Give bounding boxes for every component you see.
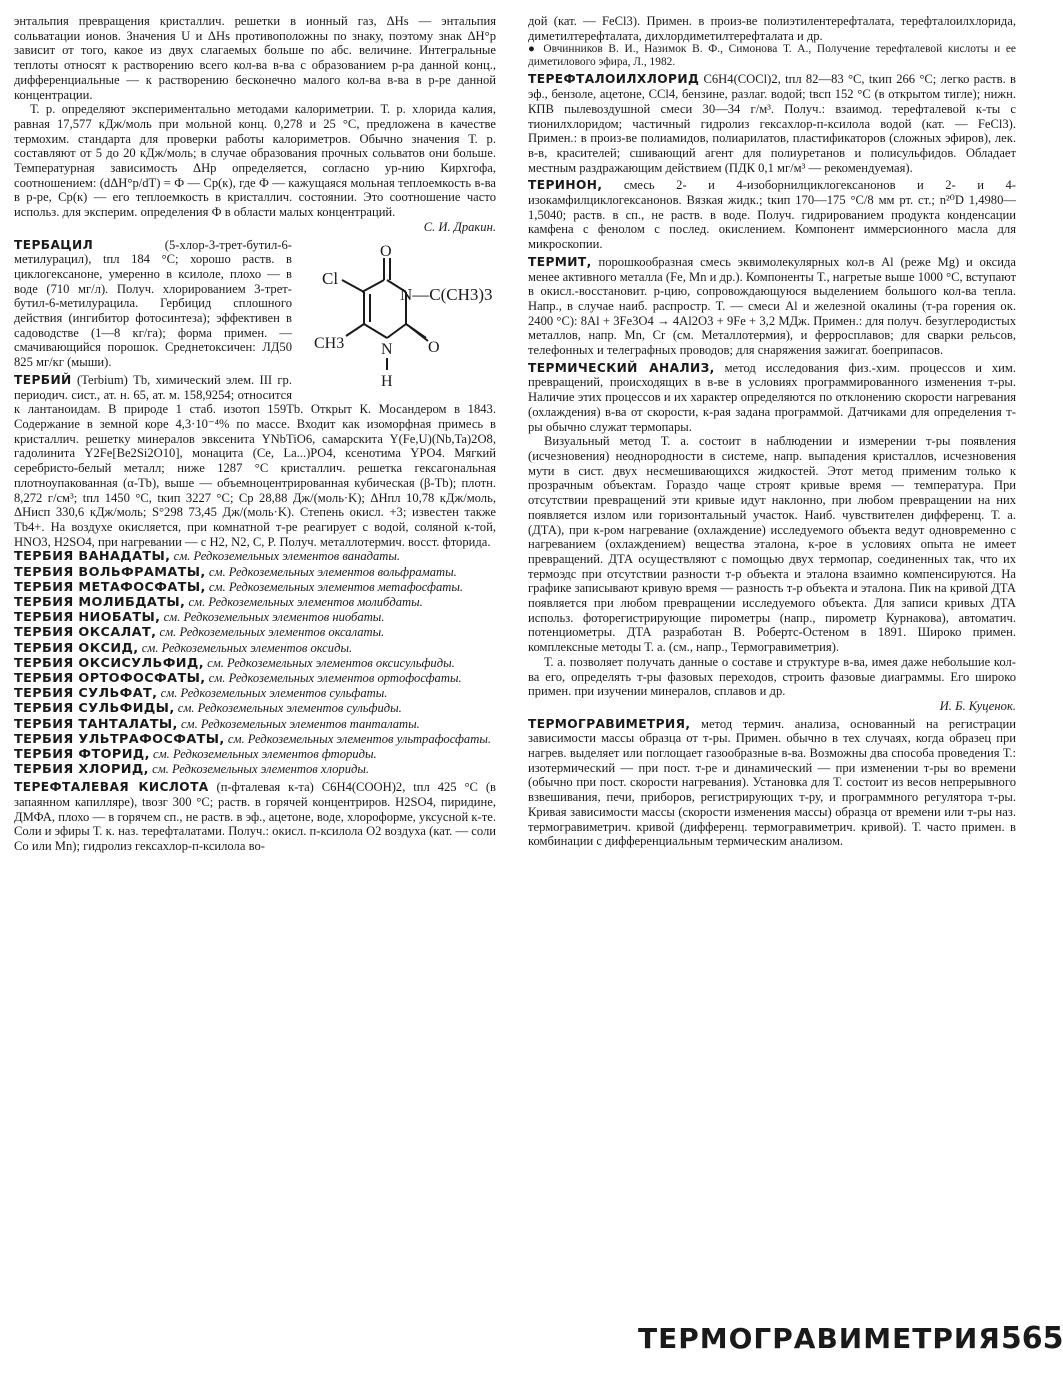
- cross-reference-target[interactable]: см. Редкоземельных элементов фториды.: [153, 746, 377, 761]
- cross-reference-title: ТЕРБИЯ ОРТОФОСФАТЫ,: [14, 670, 206, 686]
- methyl-group-label: CH3: [314, 334, 345, 352]
- cross-reference: [14, 565, 496, 580]
- cross-reference-target[interactable]: см. Редкоземельных элементов танталаты.: [180, 716, 420, 731]
- carbonyl-o-right-label: O: [428, 338, 440, 356]
- cross-reference-title: ТЕРБИЯ УЛЬТРАФОСФАТЫ,: [14, 731, 225, 747]
- entry-text-terinon: смесь 2- и 4-изоборнилциклогексанонов и 2- и 4-изокамфилциклогексанонов. Вязкая жидк.; tкип 170—175 °С/8 мм рт. ст.; n²⁰D 1,4980—1,5040; раств. в сп., не раств. в воде. Получ. гидрированием продукта конденсации камфена с фенолом с послед. окислением. Компонент иммерсионного масла для микроскопии.: [528, 178, 1016, 252]
- entry-text-terephthalic-acid-continued: дой (кат. — FeCl3). Примен. в произ-ве полиэтилентерефталата, терефталоилхлорида, диметилтерефталата, дихлордиметилтерефталата и др.: [528, 14, 1016, 43]
- cross-reference-target[interactable]: см. Редкоземельных элементов ванадаты.: [173, 549, 401, 564]
- cross-reference-title: ТЕРБИЯ ВОЛЬФРАМАТЫ,: [14, 564, 206, 580]
- cross-reference-title: ТЕРБИЯ ОКСИСУЛЬФИД,: [14, 655, 204, 671]
- page-footer: [638, 1321, 1063, 1367]
- cross-reference: [14, 686, 496, 701]
- cross-reference: [14, 671, 496, 686]
- entry-title-thermogravimetry: ТЕРМОГРАВИМЕТРИЯ,: [528, 716, 691, 731]
- ring-n-label: N: [381, 340, 393, 358]
- entry-title-terephthaloyl-chloride: ТЕРЕФТАЛОИЛХЛОРИД: [528, 72, 700, 87]
- left-column: [14, 14, 496, 854]
- cross-reference-target[interactable]: см. Редкоземельных элементов ортофосфаты.: [208, 670, 462, 685]
- cross-reference: [14, 656, 496, 671]
- cross-reference-title: ТЕРБИЯ ХЛОРИД,: [14, 762, 149, 778]
- entry-thermogravimetry: [528, 717, 1016, 849]
- page-number: 565: [1000, 1321, 1063, 1356]
- cross-reference-target[interactable]: см. Редкоземельных элементов ниобаты.: [163, 610, 385, 625]
- cross-reference-target[interactable]: см. Редкоземельных элементов ультрафосфаты.: [227, 731, 492, 746]
- cross-reference-title: ТЕРБИЯ МЕТАФОСФАТЫ,: [14, 579, 206, 595]
- entry-text-terephthaloyl-chloride: C6H4(COCl)2, tпл 82—83 °С, tкип 266 °С; легко раств. в эф., бензоле, ацетоне, CCl4, бензине, разлаг. водой; tвсп 152 °С (в открытом тигле); нижн. КПВ пылевоздушной смеси 30—34 г/м³. Получ.: взаимод. терефталевой к-ты с тионилхлоридом; частичный гидролиз гексахлор-п-ксилола водой (кат. — FeCl3). Примен.: в произ-ве полиамидов, полиарилатов, пластификаторов (сложных эфиров), лек. в-в, красителей; сшивающий агент для полиуретанов и полисульфидов. Обладает местным раздражающим действием (ПДК 0,1 мг/м³ — рекомендуемая).: [528, 72, 1016, 175]
- cross-reference-title: ТЕРБИЯ НИОБАТЫ,: [14, 610, 161, 626]
- cross-reference: [14, 762, 496, 777]
- cross-reference-target[interactable]: см. Редкоземельных элементов вольфраматы.: [208, 564, 457, 579]
- cl-atom-label: Cl: [322, 268, 339, 288]
- entry-text-thermogravimetry: метод термич. анализа, основанный на регистрации зависимости массы образца от т-ры. Примен. обычно в тех случаях, когда образец при нагрев. выделяет или поглощает газообразные в-ва. Возможны два способа проведения Т.: изотермический — при пост. т-ре и динамический — при изменении т-ры во времени (обычно при пост. скорости нагревания). Установка для Т. состоит из весов непрерывного взвешивания, печи, приборов, регистрирующих т-ру, и программного регулятора т-ры. Кривая зависимости массы (скорости изменения массы) образца от времени или т-ры наз. термогравиметрич. кривой (дифференц. термогравиметрич. кривой). Т. часто примен. в комбинации с дифференциальным термическим анализом.: [528, 716, 1016, 849]
- dissolution-heat-measurement-text: Т. р. определяют экспериментально методами калориметрии. Т. р. хлорида калия, равная 17,577 кДж/моль при мольной конц. 0,278 и 25 °С, предложена в качестве термохим. стандарта для проверки работы калориметров. Обычно значения Т. р. составляют от 5 до 20 кДж/моль; в случае образования прочных сольватов они больше. Температурная зависимость ΔHр определяется, согласно ур-нию Кирхгофа, соотношением: (dΔH°р/dT) = Ф — Cp(к), где Ф — кажущаяся мольная теплоемкость в-ва в р-ре, Cp(к) — его теплоемкость в кристаллич. состоянии. Это соотношение часто использ. для эксперим. определения Ф в области малых концентраций.: [14, 102, 496, 220]
- thermal-analysis-applications-text: Т. а. позволяет получать данные о составе и структуре в-ва, имея даже небольшие кол-ва его, определять т-ры фазовых переходов, строить фазовые диаграммы. Его широко примен. при изучении минералов, сплавов и др.: [528, 654, 1016, 699]
- right-column: [528, 14, 1016, 849]
- cross-reference: [14, 610, 496, 625]
- author-signature: С. И. Дракин.: [423, 219, 496, 234]
- carbonyl-o-top-label: O: [380, 242, 392, 260]
- cross-reference-target[interactable]: см. Редкоземельных элементов сульфиды.: [177, 701, 402, 716]
- cross-reference-title: ТЕРБИЯ ОКСИД,: [14, 640, 139, 656]
- running-head: ТЕРМОГРАВИМЕТРИЯ: [638, 1322, 1001, 1355]
- cross-reference-title: ТЕРБИЯ ВАНАДАТЫ,: [14, 549, 171, 565]
- entry-text-thermite: порошкообразная смесь эквимолекулярных кол-в Al (реже Mg) и оксида менее активного металла (Fe, Mn и др.). Компоненты Т., нагретые выше 1000 °С, вступают в окисл.-восстановит. р-цию, сопровождающуюся выделением большого кол-ва тепла. Напр., в случае наиб. распростр. Т. — смеси Al и железной окалины (т-ра горения ок. 2400 °С): 8Al + 3Fe3O4 → 4Al2O3 + 9Fe + 3,2 МДж. Примен.: для получ. безуглеродистых металлов, напр. Mn, Cr (см. Металлотермия), и ферросплавов; для сварки рельсов, телефонных и телеграфных проводов; для снаряжения зажигат. боеприпасов.: [528, 254, 1016, 358]
- cross-reference: [14, 625, 496, 640]
- cross-reference-target[interactable]: см. Редкоземельных элементов оксалаты.: [159, 625, 385, 640]
- nh-hydrogen-label: H: [381, 372, 393, 390]
- cross-reference-target[interactable]: см. Редкоземельных элементов оксисульфиды.: [207, 655, 455, 670]
- cross-reference-title: ТЕРБИЯ ТАНТАЛАТЫ,: [14, 716, 178, 732]
- entry-terinon: [528, 178, 1016, 252]
- terbacil-structural-formula: [300, 244, 496, 392]
- entry-terephthalic-acid: [14, 780, 496, 854]
- cross-reference: [14, 701, 496, 716]
- entry-title-thermite: ТЕРМИТ,: [528, 254, 592, 269]
- thermal-analysis-methods-text: Визуальный метод Т. а. состоит в наблюдении и измерении т-ры появления (исчезновения) неоднородности в системе, напр. выпадения кристаллов, исчезновения мути в сист. двух несмешивающихся жидкостей. Этот метод применим только к прозрачным объектам. Гораздо чаще строят кривые время — температура. При отсутствии превращений эти кривые идут наклонно, при любом превращении на них появляется излом или горизонтальный участок. Наиб. чувствителен дифференц. Т. а. (ДТА), при к-ром нагревание (охлаждение) исследуемого объекта ведут одновременно с нагреванием (охлаждением) вещества эталона, к-рое в условиях опыта не имеет превращений. ДТА осуществляют с помощью двух термопар, соединенных так, что их термоэдс при отсутствии разности т-р объекта и эталона взаимно компенсируются. На графике записывают кривую время — разность т-р объекта и эталона. Пик на кривой ДТА появляется при любом превращении исследуемого объекта. Для записи кривых ДТА использ. фоторегистрирующие пирометры (напр., пирометр Курнакова), автоматич. потенциометры. ДТА разработан В. Робертс-Остеном в 1891. Широко примен. комплексные методы Т. а. (см., напр., Термогравиметрия).: [528, 434, 1016, 655]
- cross-reference: [14, 641, 496, 656]
- entry-terbium: [14, 373, 496, 549]
- cross-reference-target[interactable]: см. Редкоземельных элементов молибдаты.: [188, 594, 423, 609]
- literature-reference: [528, 43, 1016, 69]
- cross-reference-target[interactable]: см. Редкоземельных элементов оксиды.: [141, 640, 353, 655]
- n-tert-butyl-label: N—C(CH3)3: [400, 284, 493, 304]
- cross-reference: [14, 717, 496, 732]
- entry-text-terbium: (Terbium) Tb, химический элем. III гр. периодич. сист., ат. н. 65, ат. м. 158,9254; относится к лантаноидам. В природе 1 стаб. изотоп 159Tb. Открыт К. Мосандером в 1843. Содержание в земной коре 4,3·10⁻⁴% по массе. Входит как изоморфная примесь в кристаллич. решетку минералов эвксенита YNbTiO6, самарскита Y(Fe,U)(Nb,Ta)2O8, гадолинита Y2Fe[Be2Si2O10], монацита (Ce, La...)PO4, ксенотима YPO4. Мягкий серебристо-белый металл; ниже 1287 °С кристаллич. решетка гексагональная плотноупакованная (α-Tb), выше — объемноцентрированная кубическая (β-Tb); плотн. 8,272 г/см³; tпл 1450 °С, tкип 3227 °С; Cp 28,88 Дж/(моль·K); ΔHпл 10,78 кДж/моль, ΔHисп 330,6 кДж/моль; S°298 73,45 Дж/(моль·K). Степень окисл. +3; известен также Tb4+. На воздухе окисляется, при комнатной т-ре реагирует с водой, соляной к-той, HNO3, H2SO4, при нагревании — с H2, N2, C, P. Получ. металлотермич. восст. фторида.: [14, 372, 496, 549]
- cross-reference-target[interactable]: см. Редкоземельных элементов хлориды.: [152, 762, 370, 777]
- cross-reference-title: ТЕРБИЯ СУЛЬФИДЫ,: [14, 701, 175, 717]
- cross-reference-title: ТЕРБИЯ ФТОРИД,: [14, 746, 150, 762]
- cross-reference-title: ТЕРБИЯ СУЛЬФАТ,: [14, 686, 158, 702]
- cross-reference: [14, 595, 496, 610]
- entry-text-thermal-analysis: метод исследования физ.-хим. процессов и хим. превращений, происходящих в в-ве в условиях программированного изменения т-ры. Наличие этих процессов и их характер определяются по отклонению скорости нагревания (охлаждения) в-ва от скорости, к-рая задана программой. Датчиками для определения т-ры обычно служат термопары.: [528, 360, 1016, 434]
- entry-text-terbacil: (5-хлор-3-трет-бутил-6-метилурацил), tпл 184 °С; хорошо раств. в циклогексаноне, умеренно в ксилоле, плохо — в воде (710 мг/л). Получ. хлорированием 3-трет-бутил-6-метилурацила. Гербицид сплошного действия (ингибитор фотосинтеза); эффективен в садоводстве (1—8 кг/га); форма примен. — смачивающийся порошок. Среднетоксичен: ЛД50 825 мг/кг (мыши).: [14, 237, 292, 370]
- entry-thermal-analysis: [528, 361, 1016, 714]
- entry-title-terinon: ТЕРИНОН,: [528, 178, 603, 193]
- cross-reference-title: ТЕРБИЯ МОЛИБДАТЫ,: [14, 594, 186, 610]
- author-signature: И. Б. Куценок.: [939, 698, 1016, 713]
- entry-terephthaloyl-chloride: [528, 72, 1016, 175]
- dissolution-heat-text: энтальпия превращения кристаллич. решетки в ионный газ, ΔHs — энтальпия сольватации ионов. Значения U и ΔHs противоположны по знаку, поэтому знак ΔH°р зависит от того, какое из двух слагаемых больше по абс. величине. Интегральные теплоты относят к растворению всего кол-ва в-ва с образованием р-ра данной конц., дифференциальные — к растворению бесконечно малого кол-ва в-ва в р-ре данной концентрации.: [14, 14, 496, 102]
- entry-title-terbium: ТЕРБИЙ: [14, 372, 72, 387]
- cross-reference: [14, 580, 496, 595]
- entry-thermite: [528, 255, 1016, 358]
- cross-reference: [14, 732, 496, 747]
- terbium-cross-references: [14, 549, 496, 777]
- terbacil-structure-drawing: [300, 244, 496, 392]
- bullet-icon: ●: [528, 43, 538, 56]
- entry-title-terbacil: ТЕРБАЦИЛ: [14, 237, 94, 252]
- cross-reference-target[interactable]: см. Редкоземельных элементов метафосфаты.: [208, 579, 464, 594]
- cross-reference-title: ТЕРБИЯ ОКСАЛАТ,: [14, 625, 157, 641]
- entry-text-terephthalic-acid: (п-фталевая к-та) C6H4(COOH)2, tпл 425 °С (в запаянном капилляре), tвозг 300 °С; раств. в горячей концентриров. H2SO4, пиридине, ДМФА, плохо — в горячем сп., не раств. в эф., ацетоне, воде, хлороформе, уксусной к-те. Соли и эфиры Т. к. наз. терефталатами. Получ.: окисл. п-ксилола O2 воздуха (кат. — соли Co или Mn); гидролиз гексахлор-п-ксилола во-: [14, 780, 496, 854]
- entry-title-thermal-analysis: ТЕРМИЧЕСКИЙ АНАЛИЗ,: [528, 360, 715, 375]
- cross-reference: [14, 747, 496, 762]
- entry-title-terephthalic-acid: ТЕРЕФТАЛЕВАЯ КИСЛОТА: [14, 780, 209, 795]
- cross-reference: [14, 549, 496, 564]
- cross-reference-target[interactable]: см. Редкоземельных элементов сульфаты.: [160, 686, 388, 701]
- literature-citation: Овчинников В. И., Назимок В. Ф., Симонова Т. А., Получение терефталевой кислоты и ее диметилового эфира, Л., 1982.: [528, 43, 1016, 69]
